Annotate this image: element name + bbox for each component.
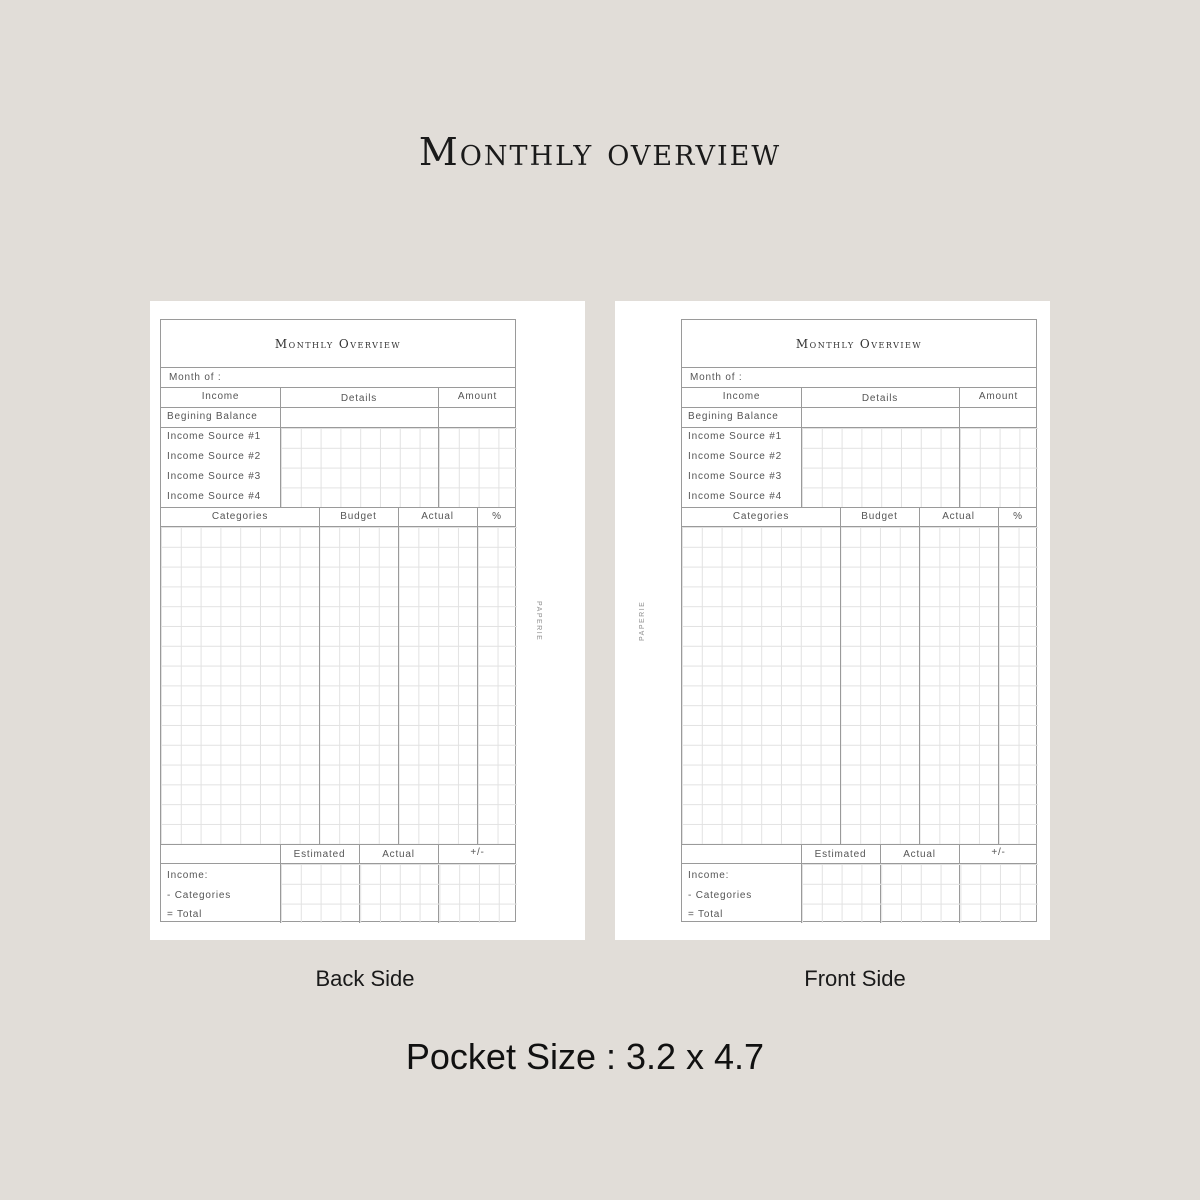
col-categories: Categories [732,511,790,522]
month-of-label: Month of : [690,372,743,383]
income-row-label: Income Source #2 [167,451,261,462]
income-row-label: Income Source #1 [688,431,782,442]
categories-grid [161,527,517,844]
income-row-label: Begining Balance [688,411,779,422]
income-row-label: Income Source #3 [167,471,261,482]
planner-header: Monthly Overview [682,320,1036,368]
col-budget: Budget [861,511,898,522]
planner-header: Monthly Overview [161,320,515,368]
col-budget: Budget [340,511,377,522]
month-of-label: Month of : [169,372,222,383]
income-row-label: Begining Balance [167,411,258,422]
categories-grid [682,527,1038,844]
col-details: Details [340,393,378,404]
brand-mark: PAPERIE [639,600,646,641]
income-row-label: Income Source #4 [688,491,782,502]
col-estimated: Estimated [293,849,346,860]
col-income: Income [201,391,240,402]
col-actual-summary: Actual [382,849,415,860]
income-row-label: Income Source #3 [688,471,782,482]
col-plus-minus: +/- [470,847,485,858]
brand-mark: PAPERIE [535,601,542,642]
front-side-sheet [615,301,1050,940]
col-estimated: Estimated [814,849,867,860]
income-details-grid [281,428,438,507]
col-amount: Amount [978,391,1019,402]
planner-page [160,319,516,922]
divider [682,844,1036,845]
front-side-caption: Front Side [804,966,906,991]
back-side-sheet [150,301,585,940]
summary-row-label: Income: [167,870,209,881]
income-row-label: Income Source #4 [167,491,261,502]
divider [161,387,515,388]
divider [161,407,515,408]
col-amount: Amount [457,391,498,402]
divider [477,507,478,844]
divider [682,407,1036,408]
income-details-grid [802,428,959,507]
divider [398,507,399,844]
divider [919,507,920,844]
divider [998,507,999,844]
divider [319,507,320,844]
col-percent: % [492,511,502,522]
col-percent: % [1013,511,1023,522]
summary-row-label: = Total [688,909,724,920]
col-plus-minus: +/- [991,847,1006,858]
divider [840,507,841,844]
divider [161,507,515,508]
size-caption: Pocket Size : 3.2 x 4.7 [405,1036,765,1077]
income-amount-grid [960,428,1038,507]
summary-grid [802,864,1038,923]
summary-grid [281,864,517,923]
summary-row-label: = Total [167,909,203,920]
summary-row-label: - Categories [167,890,232,901]
summary-row-label: Income: [688,870,730,881]
divider [161,844,515,845]
col-categories: Categories [211,511,269,522]
col-actual: Actual [421,511,454,522]
back-side-caption: Back Side [315,966,415,991]
planner-page [681,319,1037,922]
income-row-label: Income Source #2 [688,451,782,462]
col-details: Details [861,393,899,404]
col-actual: Actual [942,511,975,522]
col-income: Income [722,391,761,402]
income-amount-grid [439,428,517,507]
divider [682,507,1036,508]
summary-row-label: - Categories [688,890,753,901]
col-actual-summary: Actual [903,849,936,860]
income-row-label: Income Source #1 [167,431,261,442]
page-title: Monthly overview [418,130,782,174]
divider [682,387,1036,388]
